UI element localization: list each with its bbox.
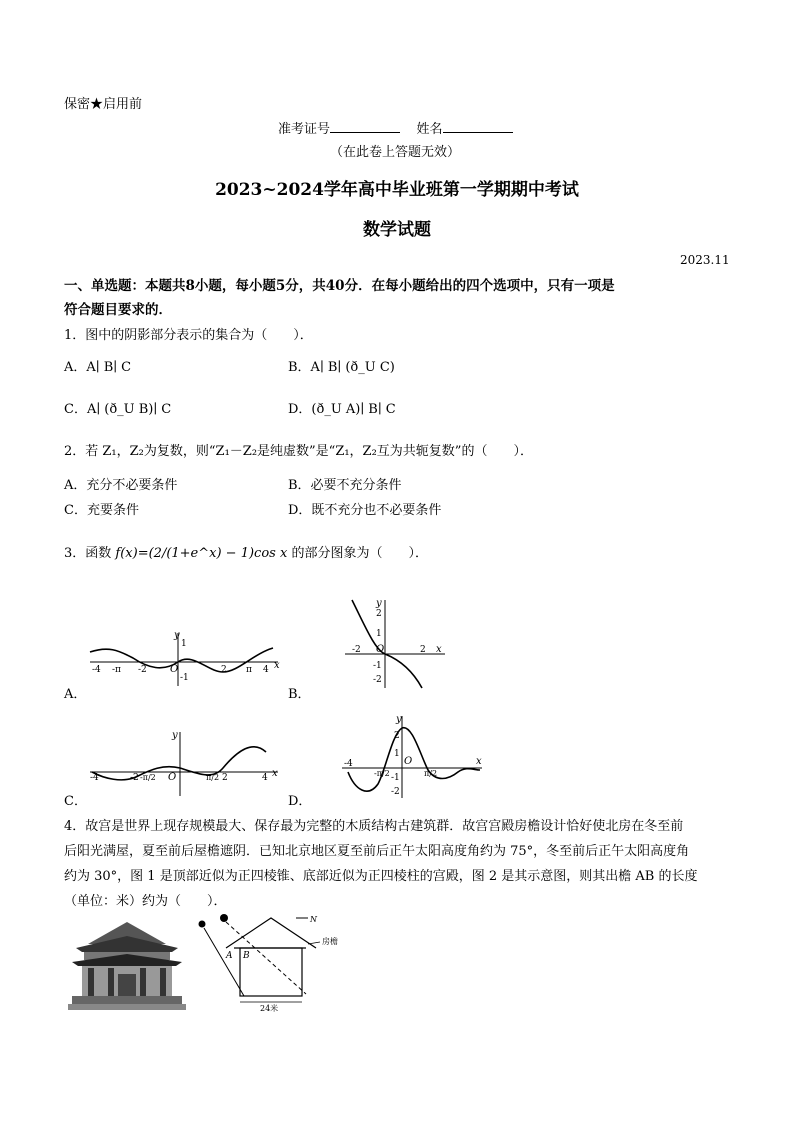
section-heading-line2: 符合题目要求的． bbox=[64, 302, 172, 318]
q3-option-a-label: A． bbox=[64, 687, 87, 702]
graph-a-tick: 1 bbox=[181, 639, 187, 649]
graph-a-tick: -4 bbox=[92, 665, 101, 675]
q4-line2: 后阳光满屋，夏至前后屋檐遮阴．已知北京地区夏至前后正午太阳高度角约为 75°，冬至前后正午太阳高度角 bbox=[64, 844, 690, 859]
q1-option-c: C．A∣ (ð_U B)∣ C bbox=[64, 402, 172, 417]
name-blank bbox=[443, 120, 513, 133]
graph-d-x-label: x bbox=[476, 756, 482, 767]
name-label: 姓名 bbox=[416, 122, 443, 137]
q4-line3: 约为 30°，图 1 是顶部近似为正四棱锥、底部近似为正四棱柱的宫殿，图 2 是其示意图，则其出檐 AB 的长度 bbox=[64, 869, 698, 884]
q1-stem: 1．图中的阴影部分表示的集合为（ ）． bbox=[64, 328, 313, 343]
fig2-width-label: 24米 bbox=[260, 1004, 279, 1013]
graph-c-x-label: x bbox=[272, 768, 278, 779]
graph-a-tick: π bbox=[246, 665, 252, 675]
q3-graph-d bbox=[340, 714, 486, 800]
graph-a-origin: O bbox=[170, 664, 179, 675]
graph-b-tick: 1 bbox=[376, 629, 382, 639]
q3-option-d-label: D． bbox=[288, 794, 312, 809]
graph-d-tick: -π/2 bbox=[374, 769, 390, 778]
graph-a-x-label: x bbox=[274, 660, 280, 671]
q3-formula: f(x)=(2/(1+e^x) − 1)cos x bbox=[115, 546, 288, 561]
q3-graph-c bbox=[88, 728, 284, 798]
graph-d-tick: 2 bbox=[394, 731, 400, 741]
graph-b-tick: 2 bbox=[420, 645, 426, 655]
graph-c-tick: 4 bbox=[262, 773, 268, 783]
graph-b-y-label: y bbox=[376, 598, 382, 609]
graph-a-y-label: y bbox=[174, 630, 180, 641]
graph-d-tick: π/2 bbox=[424, 769, 438, 778]
exam-title: 2023~2024学年高中毕业班第一学期期中考试 bbox=[215, 180, 579, 200]
fig2-eave-label: 房檐 bbox=[322, 937, 338, 946]
graph-c-tick: π/2 bbox=[206, 773, 220, 782]
graph-c-tick: -π/2 bbox=[140, 773, 156, 782]
q2-option-d: D．既不充分也不必要条件 bbox=[288, 503, 442, 518]
graph-b-tick: 2 bbox=[376, 609, 382, 619]
graph-a-tick: 2 bbox=[221, 665, 227, 675]
graph-a-tick: -1 bbox=[180, 673, 189, 683]
graph-a-tick: -π bbox=[112, 665, 121, 675]
fig2-north-label: N bbox=[310, 915, 317, 924]
eave-schematic-figure bbox=[196, 910, 346, 1014]
graph-d-tick: 1 bbox=[394, 749, 400, 759]
graph-d-tick: -4 bbox=[344, 759, 353, 769]
exam-date: 2023.11 bbox=[680, 253, 730, 267]
exam-id-label: 准考证号 bbox=[278, 122, 331, 137]
graph-d-tick: -1 bbox=[391, 773, 400, 783]
graph-b-tick: -2 bbox=[373, 675, 382, 685]
candidate-info bbox=[278, 118, 513, 137]
q3-graph-a bbox=[88, 628, 288, 688]
fig2-point-a: A bbox=[226, 951, 233, 961]
q2-stem: 2．若 Z₁，Z₂为复数，则“Z₁－Z₂是纯虚数”是“Z₁，Z₂互为共轭复数”的（ ）． bbox=[64, 444, 533, 459]
graph-c-tick: -4 bbox=[90, 773, 99, 783]
graph-d-tick: -2 bbox=[391, 787, 400, 797]
graph-c-y-label: y bbox=[172, 730, 178, 741]
subject-title: 数学试题 bbox=[363, 220, 431, 240]
palace-photo-figure bbox=[68, 918, 186, 1010]
graph-b-origin: O bbox=[376, 644, 385, 655]
q2-option-a: A．充分不必要条件 bbox=[64, 478, 178, 493]
q4-line4: （单位：米）约为（ ）． bbox=[64, 894, 227, 909]
q3-stem-suffix: 的部分图象为（ ）． bbox=[291, 546, 428, 561]
section-heading-line1: 一、单选题：本题共8小题，每小题5分，共40分．在每小题给出的四个选项中，只有一项是 bbox=[64, 278, 615, 294]
q3-graph-b bbox=[340, 596, 450, 690]
graph-b-tick: -2 bbox=[352, 645, 361, 655]
graph-b-x-label: x bbox=[436, 644, 442, 655]
graph-d-y-label: y bbox=[396, 714, 402, 725]
q2-option-b: B．必要不充分条件 bbox=[288, 478, 402, 493]
graph-a-tick: 4 bbox=[263, 665, 269, 675]
invalid-note: （在此卷上答题无效） bbox=[330, 145, 461, 160]
graph-d-origin: O bbox=[404, 756, 413, 767]
q3-option-c-label: C． bbox=[64, 794, 87, 809]
q3-stem bbox=[64, 542, 428, 561]
graph-b-tick: -1 bbox=[373, 661, 382, 671]
q1-option-b: B．A∣ B∣ (ð_U C) bbox=[288, 360, 395, 375]
q3-option-b-label: B． bbox=[288, 687, 311, 702]
q3-stem-prefix: 3．函数 bbox=[64, 546, 112, 561]
q2-option-c: C．充要条件 bbox=[64, 503, 139, 518]
graph-c-tick: 2 bbox=[222, 773, 228, 783]
q1-option-d: D．(ð_U A)∣ B∣ C bbox=[288, 402, 396, 417]
graph-a-tick: -2 bbox=[138, 665, 147, 675]
graph-c-tick: -2 bbox=[130, 773, 139, 783]
q1-option-a: A．A∣ B∣ C bbox=[64, 360, 132, 375]
exam-id-blank bbox=[330, 120, 400, 133]
confidential-mark: 保密★启用前 bbox=[64, 97, 143, 112]
q4-line1: 4．故宫是世界上现存规模最大、保存最为完整的木质结构古建筑群．故宫宫殿房檐设计恰好使北房在冬至前 bbox=[64, 819, 684, 834]
fig2-point-b: B bbox=[243, 951, 250, 961]
graph-c-origin: O bbox=[168, 772, 177, 783]
